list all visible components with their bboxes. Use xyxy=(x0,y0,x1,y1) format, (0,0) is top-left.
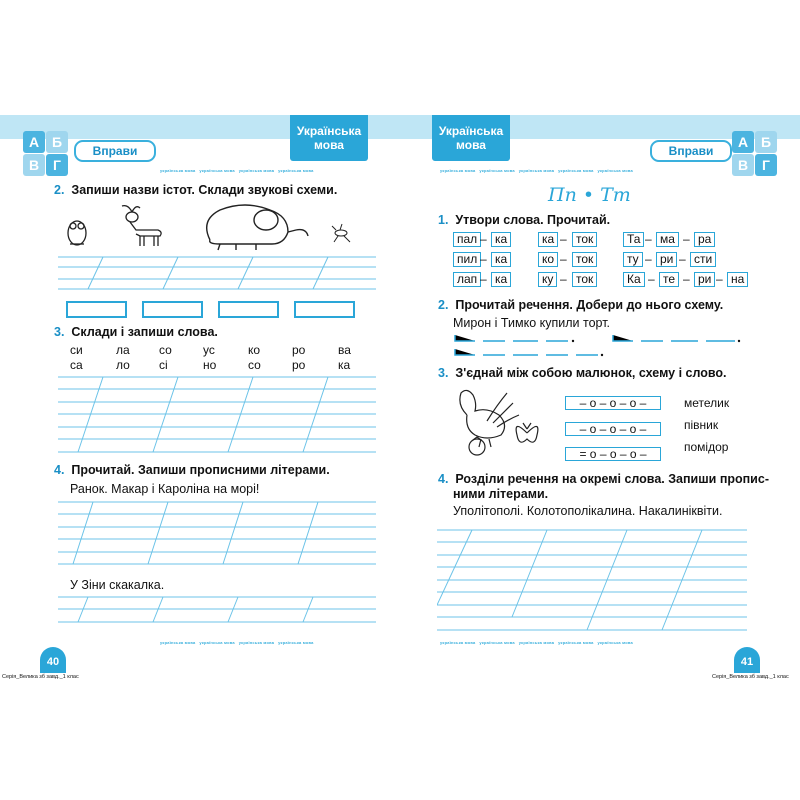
subject-strip-bottom-left: українська мова українська мова українська мова українська мова xyxy=(160,640,314,645)
section-tag-right: Вправи xyxy=(650,140,732,162)
syllable-box: ка xyxy=(538,232,558,247)
syllable: но xyxy=(203,358,217,372)
syllable-box: ток xyxy=(572,252,597,267)
syllable-box: ма xyxy=(656,232,679,247)
dash: – xyxy=(645,232,652,246)
letter-cube-b: Б xyxy=(755,131,777,153)
rooster-icon xyxy=(460,390,519,447)
page-number-right: 41 xyxy=(734,647,760,673)
syllable-box: сти xyxy=(690,252,716,267)
task-2-heading: 2. Запиши назви істот. Склади звукові схеми. xyxy=(54,183,338,197)
subject-line1: Українська xyxy=(438,124,504,138)
sound-scheme-box-2[interactable] xyxy=(142,301,203,318)
task-3-heading: 3. З'єднай між собою малюнок, схему і слово. xyxy=(438,366,727,380)
match-word: півник xyxy=(684,418,719,432)
syllable-box: ко xyxy=(538,252,558,267)
syllable-box: пил xyxy=(453,252,481,267)
goat-icon xyxy=(122,206,161,246)
writing-lines-task4b xyxy=(58,592,376,632)
dash: – xyxy=(560,272,567,286)
syllable: ро xyxy=(292,343,306,357)
owl-icon xyxy=(68,221,86,245)
subject-line1: Українська xyxy=(296,124,362,138)
match-word: помідор xyxy=(684,440,729,454)
syllable-box: Ка xyxy=(623,272,645,287)
subject-line2: мова xyxy=(456,138,486,152)
syllable: ро xyxy=(292,358,306,372)
match-word: метелик xyxy=(684,396,730,410)
subject-strip-top-left: українська мова українська мова українська мова українська мова xyxy=(160,168,314,173)
task-4-heading: 4. Прочитай. Запиши прописними літерами. xyxy=(54,463,330,477)
butterfly-icon xyxy=(516,423,538,442)
syllable: ла xyxy=(116,343,130,357)
syllable-box: лап xyxy=(453,272,481,287)
letter-cube-v: В xyxy=(23,154,45,176)
syllable-box: Та xyxy=(623,232,644,247)
syllable-box: те xyxy=(659,272,679,287)
dash: – xyxy=(480,252,487,266)
syllable: ва xyxy=(338,343,351,357)
dash: – xyxy=(648,272,655,286)
letter-cube-g: Г xyxy=(755,154,777,176)
dash: – xyxy=(560,232,567,246)
subject-strip-bottom-right: українська мова українська мова українська мова українська мова українська мова xyxy=(440,640,633,645)
dash: – xyxy=(679,252,686,266)
dash: – xyxy=(480,232,487,246)
syllable-box: ка xyxy=(491,252,511,267)
syllable-box: ка xyxy=(491,272,511,287)
syllable-box: ра xyxy=(694,232,715,247)
task-2-heading: 2. Прочитай речення. Добери до нього схему. xyxy=(438,298,724,312)
syllable: са xyxy=(70,358,83,372)
task-1-heading: 1. Утвори слова. Прочитай. xyxy=(438,213,611,227)
writing-lines-task3 xyxy=(58,372,376,457)
section-tag-left: Вправи xyxy=(74,140,156,162)
subject-strip-top-right: українська мова українська мова українська мова українська мова українська мова xyxy=(440,168,633,173)
animal-pictures xyxy=(60,200,360,252)
syllable-box: ток xyxy=(572,272,597,287)
task-4-heading-cont: ними літерами. xyxy=(453,487,549,501)
dash: – xyxy=(683,272,690,286)
mosquito-icon xyxy=(332,224,350,242)
syllable: со xyxy=(159,343,172,357)
footer-left: Серія_Велика зб завд._1 клас xyxy=(2,674,79,680)
dash: – xyxy=(683,232,690,246)
writing-lines-task4a xyxy=(58,497,376,572)
syllable: ко xyxy=(248,343,261,357)
sound-scheme: – о – о – о – xyxy=(565,396,661,410)
sound-scheme-box-1[interactable] xyxy=(66,301,127,318)
syllable: си xyxy=(70,343,83,357)
letter-cube-g: Г xyxy=(46,154,68,176)
syllable: ус xyxy=(203,343,215,357)
syllable-box: ту xyxy=(623,252,643,267)
dash: – xyxy=(480,272,487,286)
letter-cube-a: А xyxy=(732,131,754,153)
task-4-heading: 4. Розділи речення на окремі слова. Запиши пропис- xyxy=(438,472,769,486)
syllable: сі xyxy=(159,358,168,372)
letter-cube-v: В xyxy=(732,154,754,176)
elephant-icon xyxy=(207,205,308,250)
letter-cube-b: Б xyxy=(46,131,68,153)
rooster-butterfly-tomato-picture xyxy=(447,385,557,460)
syllable-box: пал xyxy=(453,232,481,247)
footer-right: Серія_Велика зб завд._1 клас xyxy=(712,674,789,680)
tomato-icon xyxy=(469,437,485,455)
syllable-box: ка xyxy=(491,232,511,247)
subject-badge-left xyxy=(290,115,368,161)
syllable-box: ток xyxy=(572,232,597,247)
letter-cube-a: А xyxy=(23,131,45,153)
sound-scheme-box-3[interactable] xyxy=(218,301,279,318)
dash: – xyxy=(716,272,723,286)
syllable-box: ку xyxy=(538,272,557,287)
sound-scheme-box-4[interactable] xyxy=(294,301,355,318)
writing-lines-task4 xyxy=(437,520,747,632)
syllable: ка xyxy=(338,358,351,372)
subject-badge-right xyxy=(432,115,510,161)
sentence-2: У Зіни скакалка. xyxy=(70,578,165,592)
writing-lines-task2 xyxy=(58,255,376,295)
syllable-box: на xyxy=(727,272,748,287)
sentence-1: Ранок. Макар і Кароліна на морі! xyxy=(70,482,260,496)
dash: – xyxy=(560,252,567,266)
sentence-schemes xyxy=(453,333,743,359)
syllable: со xyxy=(248,358,261,372)
dash: – xyxy=(645,252,652,266)
syllable: ло xyxy=(116,358,130,372)
task-3-heading: 3. Склади і запиши слова. xyxy=(54,325,218,339)
lesson-title: Пп • Тт xyxy=(548,184,631,206)
syllable-box: ри xyxy=(656,252,677,267)
syllable-box: ри xyxy=(694,272,715,287)
sound-scheme: = о – о – о – xyxy=(565,447,661,461)
sound-scheme: – о – о – о – xyxy=(565,422,661,436)
sentence: Мирон і Тимко купили торт. xyxy=(453,316,611,330)
subject-line2: мова xyxy=(314,138,344,152)
sentence: Уполітополі. Колотополікалина. Накалиніквіти. xyxy=(453,504,723,518)
page-number-left: 40 xyxy=(40,647,66,673)
